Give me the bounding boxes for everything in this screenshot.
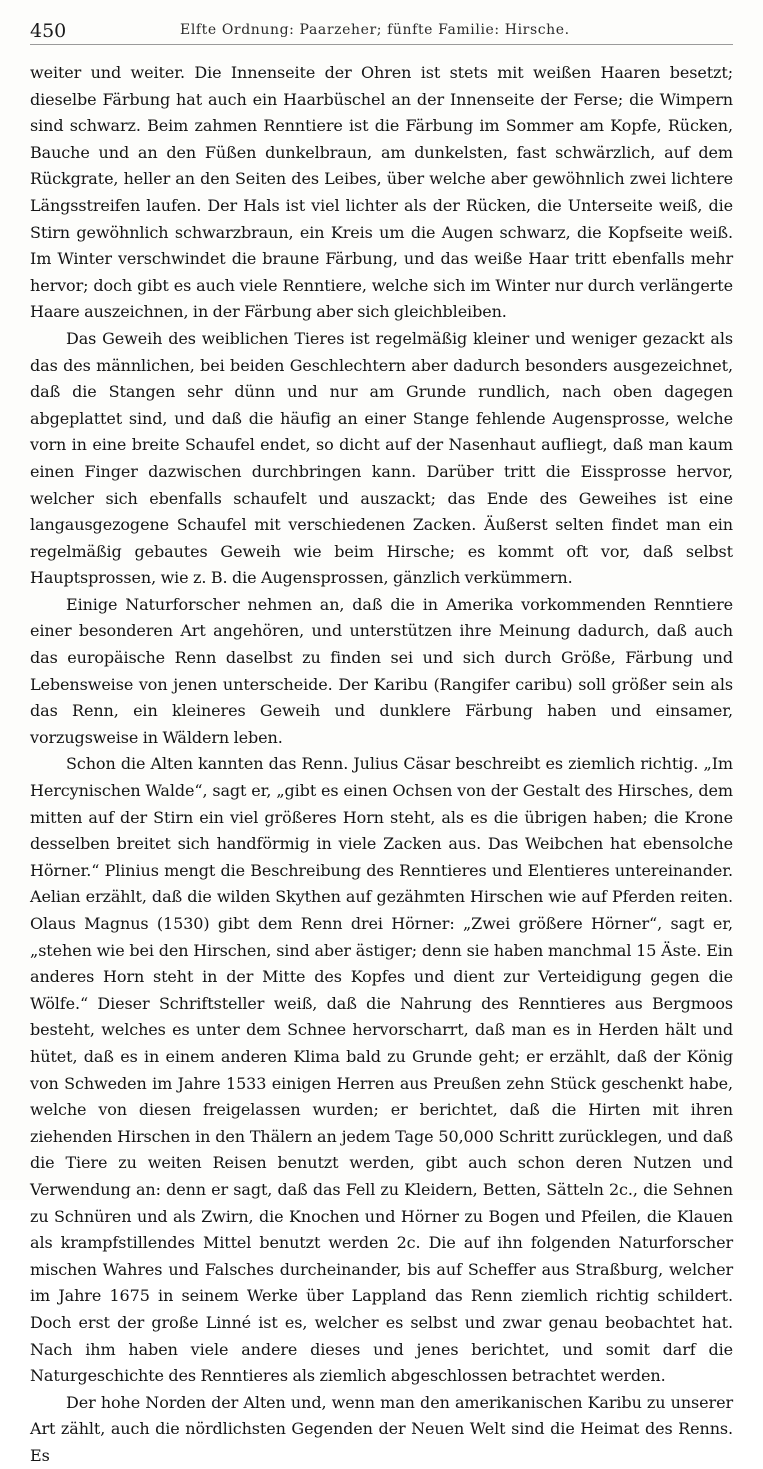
paragraph-caribou: Einige Naturforscher nehmen an, daß die in Amerika vorkommenden Renntiere einer besonderen Art angehören, und unterstützen ihre Meinung dadurch, daß auch das europäische Renn daselbst zu finden sei und sich durch Größe, Färbung und Lebensweise von jenen unterscheide. Der Karibu (Rangifer caribu) soll größer sein als das Renn, ein kleineres Geweih und dunklere Färbung haben und einsamer, vorzugsweise in Wäldern leben.	[30, 594, 733, 747]
page-header	[30, 14, 733, 45]
page-number: 450	[30, 20, 67, 42]
paragraph-history: Schon die Alten kannten das Renn. Julius Cäsar beschreibt es ziemlich richtig. „Im Hercynischen Walde“, sagt er, „gibt es einen Ochsen von der Gestalt des Hirsches, dem mitten auf der Stirn ein viel größeres Horn steht, als es die übrigen haben; die Krone desselben breitet sich handförmig in viele Zacken aus. Das Weibchen hat ebensolche Hörner.“ Plinius mengt die Beschreibung des Renntieres und Elentieres untereinander. Aelian erzählt, daß die wilden Skythen auf gezähmten Hirschen wie auf Pferden reiten. Olaus Magnus (1530) gibt dem Renn drei Hörner: „Zwei größere Hörner“, sagt er, „stehen wie bei den Hirschen, sind aber ästiger; denn sie haben manchmal 15 Äste. Ein anderes Horn steht in der Mitte des Kopfes und dient zur Verteidigung gegen die Wölfe.“ Dieser Schriftsteller weiß, daß die Nahrung des Renntieres aus Bergmoos besteht, welches es unter dem Schnee hervorscharrt, daß man es in Herden hält und hütet, daß es in einem anderen Klima bald zu Grunde geht; er erzählt, daß der König von Schweden im Jahre 1533 einigen Herren aus Preußen zehn Stück geschenkt habe, welche von diesen freigelassen wurden; er berichtet, daß die Hirten mit ihren ziehenden Hirschen in den Thälern an jedem Tage 50,000 Schritt zurücklegen, und daß die Tiere zu weiten Reisen benutzt werden, gibt auch schon deren Nutzen und Verwendung an: denn er sagt, daß das Fell zu Kleidern, Betten, Sätteln 2c., die Sehnen zu Schnüren und als Zwirn, die Knochen und Hörner zu Bogen und Pfeilen, die Klauen als krampfstillendes Mittel benutzt werden 2c. Die auf ihn folgenden Naturforscher mischen Wahres und Falsches durcheinander, bis auf Scheffer aus Straßburg, welcher im Jahre 1675 in seinem Werke über Lappland das Renn ziemlich richtig schildert. Doch erst der große Linné ist es, welcher es selbst und zwar genau beobachtet hat. Nach ihm haben viele andere dieses und jenes berichtet, und somit darf die Naturgeschichte des Renntieres als ziemlich abgeschlossen betrachtet werden.	[30, 754, 733, 1386]
paragraph-coloring: weiter und weiter. Die Innenseite der Ohren ist stets mit weißen Haaren besetzt; dieselbe Färbung hat auch ein Haarbüschel an der Innenseite der Ferse; die Wimpern sind schwarz. Beim zahmen Renntiere ist die Färbung im Sommer am Kopfe, Rücken, Bauche und an den Füßen dunkelbraun, am dunkelsten, fast schwärzlich, auf dem Rückgrate, heller an den Seiten des Leibes, über welche aber gewöhnlich zwei lichtere Längsstreifen laufen. Der Hals ist viel lichter als der Rücken, die Unterseite weiß, die Stirn gewöhnlich schwarzbraun, ein Kreis um die Augen schwarz, die Kopfseite weiß. Im Winter verschwindet die braune Färbung, und das weiße Haar tritt ebenfalls mehr hervor; doch gibt es auch viele Renntiere, welche sich im Winter nur durch verlängerte Haare auszeichnen, in der Färbung aber sich gleichbleiben.	[30, 63, 733, 322]
running-head: Elfte Ordnung: Paarzeher; fünfte Familie: Hirsche.	[180, 22, 570, 38]
body-text	[30, 60, 733, 1469]
paragraph-habitat: Der hohe Norden der Alten und, wenn man den amerikanischen Karibu zu unserer Art zählt, auch die nördlichsten Gegenden der Neuen Welt sind die Heimat des Renns. Es	[30, 1392, 733, 1465]
paragraph-antlers: Das Geweih des weiblichen Tieres ist regelmäßig kleiner und weniger gezackt als das des männlichen, bei beiden Geschlechtern aber dadurch besonders ausgezeichnet, daß die Stangen sehr dünn und nur am Grunde rundlich, nach oben dagegen abgeplattet sind, und daß die häufig an einer Stange fehlende Augensprosse, welche vorn in eine breite Schaufel endet, so dicht auf der Nasenhaut aufliegt, daß man kaum einen Finger dazwischen durchbringen kann. Darüber tritt die Eissprosse hervor, welcher sich ebenfalls schaufelt und auszackt; das Ende des Geweihes ist eine langausgezogene Schaufel mit verschiedenen Zacken. Äußerst selten findet man ein regelmäßig gebautes Geweih wie beim Hirsche; es kommt oft vor, daß selbst Hauptsprossen, wie z. B. die Augensprossen, gänzlich verkümmern.	[30, 328, 733, 588]
